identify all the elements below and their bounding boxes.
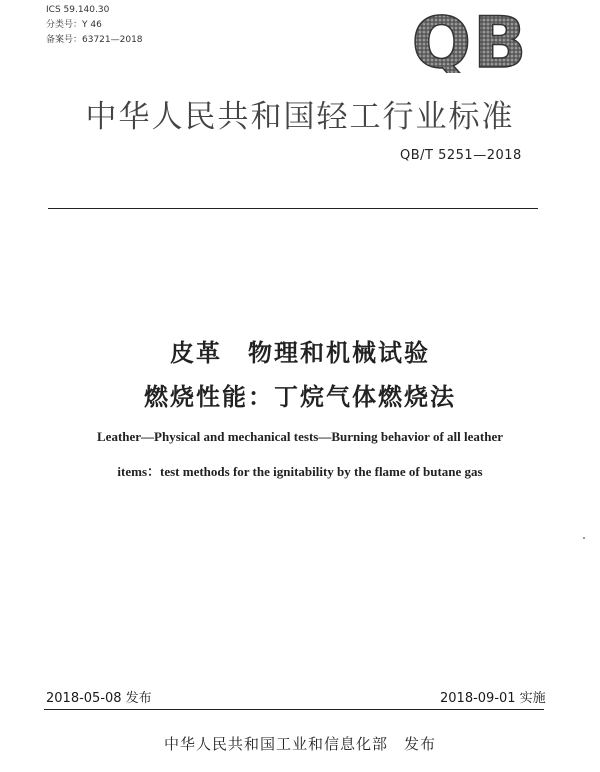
standard-number: QB/T 5251—2018 — [400, 148, 522, 163]
category-number: 分类号：Y 46 — [46, 20, 102, 30]
english-title-line-2: items：test methods for the ignitability by the flame of butane gas — [117, 464, 483, 479]
english-title-line-1: Leather—Physical and mechanical tests—Burning behavior of all leather — [97, 429, 503, 444]
ics-code: ICS 59.140.30 — [46, 5, 110, 15]
scan-speck — [583, 537, 585, 539]
record-number: 备案号：63721—2018 — [46, 35, 143, 45]
issue-date: 2018-05-08 发布 — [46, 691, 152, 706]
ministry-standard-title: 中华人民共和国轻工行业标准 — [85, 99, 515, 135]
chinese-title-line-2: 燃烧性能：丁烷气体燃烧法 — [144, 383, 456, 411]
chinese-title-line-1: 皮革 物理和机械试验 — [170, 339, 430, 367]
qb-logo-text: QB — [411, 7, 529, 73]
implementation-date: 2018-09-01 实施 — [440, 691, 546, 706]
footer-divider — [44, 709, 544, 710]
qb-logo — [395, 7, 545, 73]
publisher: 中华人民共和国工业和信息化部 发布 — [163, 735, 436, 753]
header-divider — [48, 208, 538, 209]
